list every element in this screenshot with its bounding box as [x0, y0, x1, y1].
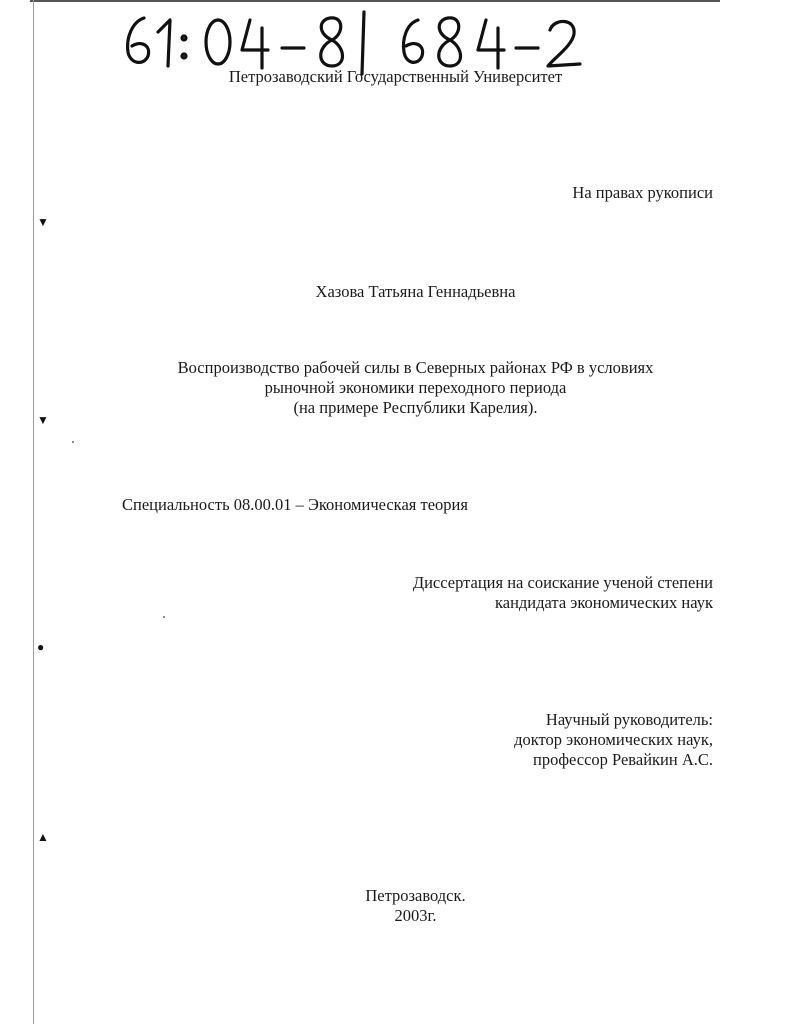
year: 2003г. [394, 906, 437, 925]
binding-mark-icon: ▲ [37, 830, 49, 844]
degree-line-1: Диссертация на соискание ученой степени [412, 573, 713, 592]
place-and-year [0, 886, 791, 926]
supervisor-block [514, 710, 713, 770]
dissertation-title [0, 358, 791, 418]
author-name: Хазова Татьяна Геннадьевна [315, 282, 516, 301]
scan-speck [72, 441, 74, 443]
title-line-2: рыночной экономики переходного периода [264, 378, 567, 397]
manuscript-rights-note: На правах рукописи [572, 183, 713, 202]
specialty: Специальность 08.00.01 – Экономическая теория [122, 495, 468, 514]
supervisor-line-3: профессор Ревайкин А.С. [532, 750, 713, 769]
title-line-1: Воспроизводство рабочей силы в Северных районах РФ в условиях [177, 358, 654, 377]
degree-line-2: кандидата экономических наук [494, 593, 713, 612]
scan-speck [163, 616, 165, 618]
city: Петрозаводск. [365, 886, 466, 905]
binding-mark-icon: ▼ [37, 215, 49, 229]
supervisor-line-2: доктор экономических наук, [514, 730, 713, 749]
binding-mark-icon: ▼ [37, 413, 49, 427]
supervisor-line-1: Научный руководитель: [545, 710, 713, 729]
degree-statement [413, 573, 713, 613]
binding-mark-icon: ● [37, 640, 45, 654]
scan-left-border [33, 0, 34, 1024]
title-line-3: (на примере Республики Карелия). [293, 398, 538, 417]
university-name: Петрозаводский Государственный Университет [228, 67, 563, 86]
scan-top-border [30, 0, 720, 2]
